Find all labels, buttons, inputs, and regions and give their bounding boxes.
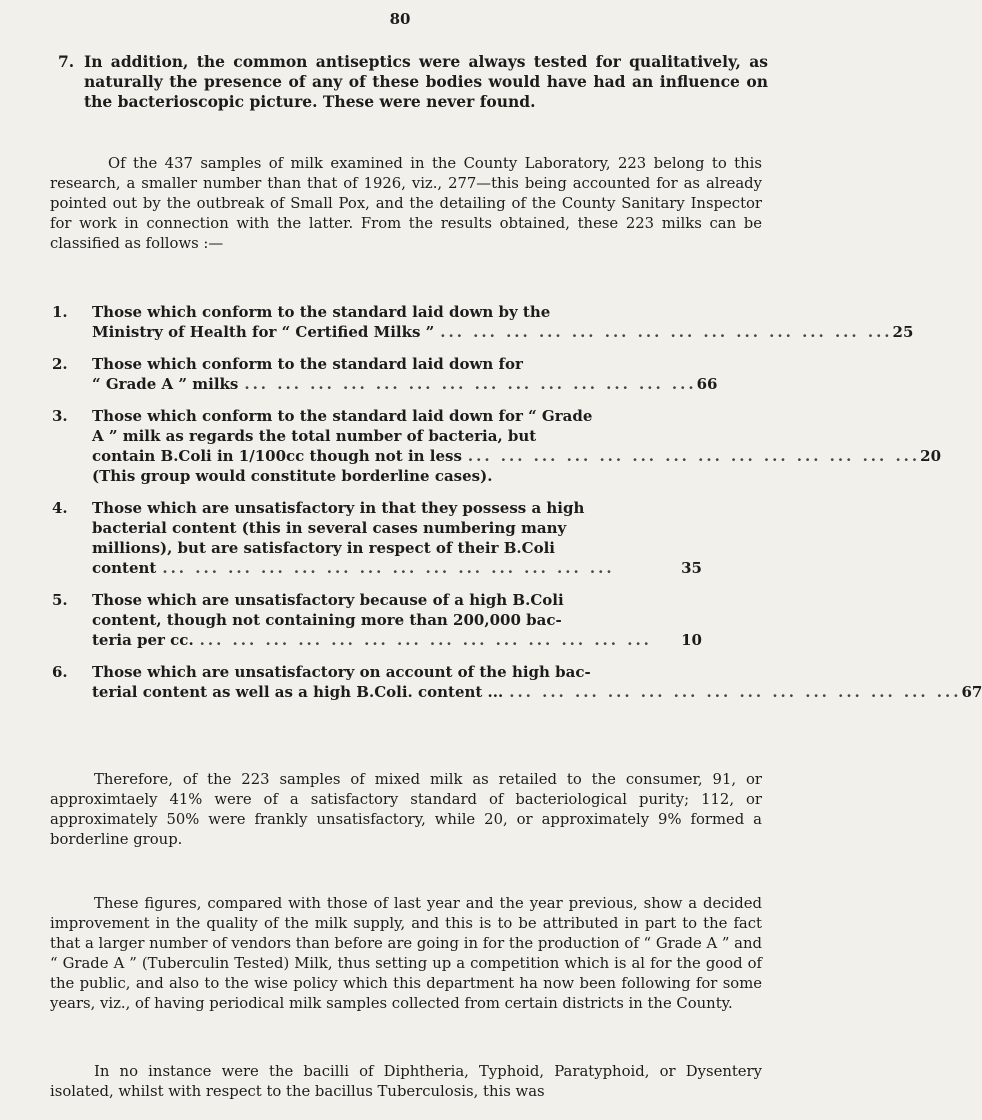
list-item	[52, 406, 942, 486]
list-item-line	[92, 538, 702, 558]
sample-count: 35	[681, 559, 702, 577]
leader-dots: ... ... ... ... ... ... ... ... ... ... ... ... ... ...	[199, 631, 652, 649]
sample-count: 20	[920, 447, 942, 465]
list-item-text: bacterial content (this in several cases numbering many	[92, 519, 567, 537]
leader-dots: ... ... ... ... ... ... ... ... ... ... ... ... ... ...	[467, 447, 921, 465]
list-item-text: (This group would constitute borderline cases).	[92, 467, 493, 485]
list-item-number: 2.	[52, 355, 68, 373]
list-item-line	[92, 682, 982, 702]
list-item-line	[92, 610, 702, 630]
list-item-line	[92, 426, 702, 446]
list-item	[52, 590, 702, 650]
leader-dots: ... ... ... ... ... ... ... ... ... ... ... ... ... ...	[162, 559, 615, 577]
list-item-text: A ” milk as regards the total number of bacteria, but	[92, 427, 537, 445]
summary-paragraph: Therefore, of the 223 samples of mixed milk as retailed to the consumer, 91, or approximtaely 41% were of a satisfactory standard of bacteriological purity; 112, or approximately 50% were frankly unsatisfactory, while 20, or approximately 9% formed a borderline group.	[50, 771, 762, 848]
list-item-line	[92, 446, 942, 466]
list-item-text: Those which are unsatisfactory on account of the high bac-	[92, 663, 591, 681]
list-item-text: contain B.Coli in 1/100cc though not in less	[92, 447, 462, 465]
list-item-number: 1.	[52, 303, 68, 321]
classification-list	[52, 302, 982, 714]
sample-count: 66	[696, 375, 718, 393]
list-item	[52, 498, 702, 578]
list-item-text: Those which conform to the standard laid down by the	[92, 303, 551, 321]
list-item-line	[92, 590, 702, 610]
sample-count: 25	[892, 323, 914, 341]
list-item-line	[92, 518, 702, 538]
list-item-line	[92, 498, 702, 518]
samples-paragraph: Of the 437 samples of milk examined in the County Laboratory, 223 belong to this research, a smaller number than that of 1926, viz., 277—this being accounted for as already pointed out by the outbreak of Small Pox, and the detailing of the County Sanitary Inspector for work in connection with the latter. From the results obtained, these 223 milks can be classified as follows :—	[50, 155, 762, 252]
list-item-text: teria per cc.	[92, 631, 194, 649]
list-item-line	[92, 558, 702, 578]
list-item-line	[92, 354, 702, 374]
intro-paragraph	[58, 52, 768, 112]
list-item-text: terial content as well as a high B.Coli. content ...	[92, 683, 504, 701]
intro-number: 7.	[58, 52, 75, 71]
list-item-number: 5.	[52, 591, 68, 609]
list-item-text: content	[92, 559, 157, 577]
list-item-line	[92, 322, 914, 342]
list-item-text: Ministry of Health for “ Certified Milks ”	[92, 323, 435, 341]
leader-dots: ... ... ... ... ... ... ... ... ... ... ... ... ... ...	[244, 375, 697, 393]
bacilli-paragraph: In no instance were the bacilli of Diphtheria, Typhoid, Paratyphoid, or Dysentery isolated, whilst with respect to the bacillus Tuberculosis, this was	[50, 1063, 762, 1100]
list-item-number: 4.	[52, 499, 68, 517]
page-number: 80	[389, 10, 411, 28]
list-item-text: “ Grade A ” milks	[92, 375, 239, 393]
list-item-line	[92, 302, 702, 322]
comparison-paragraph: These figures, compared with those of last year and the year previous, show a decided improvement in the quality of the milk supply, and this is to be attributed in part to the fact that a larger number of vendors than before are going in for the production of “ Grade A ” and “ Grade A ” (Tuberculin Tested) Milk, thus setting up a competition which is al for the good of the public, and also to the wise policy which this department ha now been following for some years, viz., of having periodical milk samples collected from certain districts in the County.	[50, 895, 762, 1012]
list-item-line	[92, 662, 702, 682]
leader-dots: ... ... ... ... ... ... ... ... ... ... ... ... ... ...	[440, 323, 893, 341]
list-item-line	[92, 406, 702, 426]
list-item	[52, 354, 718, 394]
list-item-text: content, though not containing more than 200,000 bac-	[92, 611, 562, 629]
list-item-line	[92, 374, 718, 394]
sample-count: 67	[961, 683, 982, 701]
list-item-text: millions), but are satisfactory in respect of their B.Coli	[92, 539, 555, 557]
list-item-text: Those which are unsatisfactory in that they possess a high	[92, 499, 585, 517]
list-item	[52, 302, 914, 342]
list-item-number: 3.	[52, 407, 68, 425]
list-item-line	[92, 466, 702, 486]
list-item	[52, 662, 982, 702]
list-item-number: 6.	[52, 663, 68, 681]
sample-count: 10	[681, 631, 702, 649]
list-item-line	[92, 630, 702, 650]
list-item-text: Those which conform to the standard laid down for “ Grade	[92, 407, 593, 425]
list-item-text: Those which are unsatisfactory because of a high B.Coli	[92, 591, 564, 609]
leader-dots: ... ... ... ... ... ... ... ... ... ... ... ... ... ...	[509, 683, 962, 701]
intro-text: In addition, the common antiseptics were always tested for qualitatively, as naturally the presence of any of these bodies would have had an influence on the bacterioscopic picture. These were never found.	[84, 52, 768, 111]
list-item-text: Those which conform to the standard laid down for	[92, 355, 523, 373]
